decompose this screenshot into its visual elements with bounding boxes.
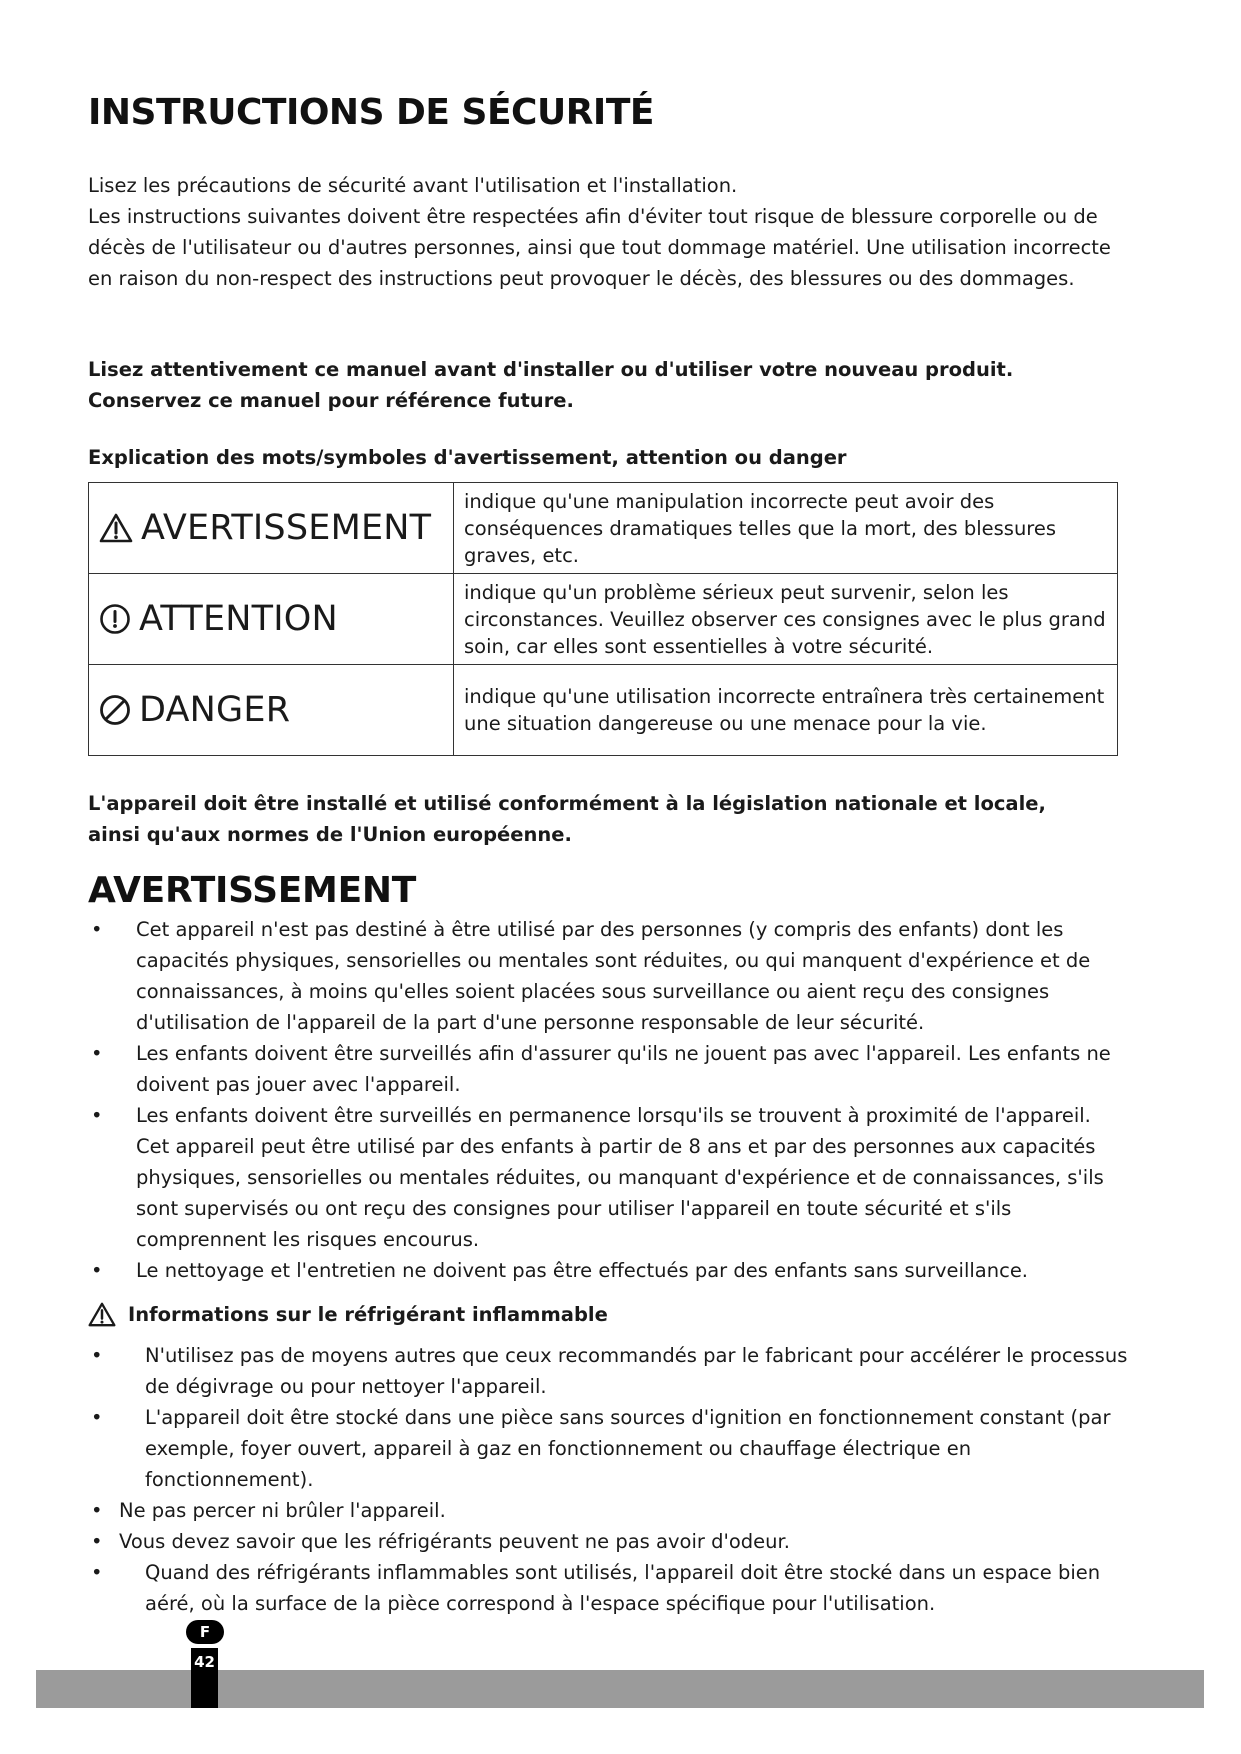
avertissement-label: AVERTISSEMENT [141,508,432,548]
warning-bullet-list [88,914,1128,1286]
page-number: 42 [194,1653,215,1671]
bullet-icon: • [91,1406,103,1429]
page-title: INSTRUCTIONS DE SÉCURITÉ [88,92,654,133]
list-item [88,1557,1128,1619]
bullet-text: Ne pas percer ni brûler l'appareil. [119,1499,446,1522]
list-item [88,1526,1128,1557]
list-item [88,1255,1128,1286]
bullet-text: Le nettoyage et l'entretien ne doivent pas être effectués par des enfants sans surveillance. [136,1259,1029,1282]
bullet-icon: • [91,1259,103,1282]
bullet-text: N'utilisez pas de moyens autres que ceux recommandés par le fabricant pour accélérer le processus de dégivrage ou pour nettoyer l'appareil. [145,1344,1128,1398]
bullet-icon: • [91,1499,103,1522]
table-row [89,483,1118,574]
warning-triangle-icon [99,513,133,543]
bullet-text: Quand des réfrigérants inflammables sont utilisés, l'appareil doit être stocké dans un espace bien aéré, où la surface de la pièce correspond à l'espace spécifique pour l'utilisation. [145,1561,1101,1615]
label-cell [89,483,454,574]
bullet-icon: • [91,918,103,941]
bullet-text: Les enfants doivent être surveillés afin d'assurer qu'ils ne jouent pas avec l'appareil. Les enfants ne doivent pas jouer avec l'appareil. [136,1042,1111,1096]
intro-text [88,170,1118,294]
explanation-heading: Explication des mots/symboles d'avertissement, attention ou danger [88,446,847,469]
refrigerant-bullet-list [88,1340,1128,1619]
warning-triangle-icon [88,1302,116,1327]
legal-note: L'appareil doit être installé et utilisé conformément à la législation nationale et locale, ainsi qu'aux normes de l'Union européenne. [88,792,1046,846]
bullet-text: Vous devez savoir que les réfrigérants peuvent ne pas avoir d'odeur. [119,1530,790,1553]
label-cell [89,665,454,756]
refrigerant-heading-text: Informations sur le réfrigérant inflammable [128,1303,608,1326]
language-badge: F [186,1620,224,1644]
list-item [88,1340,1128,1402]
attention-description: indique qu'un problème sérieux peut survenir, selon les circonstances. Veuillez observer ces consignes avec le plus grand soin, car elles sont essentielles à votre sécurité. [454,574,1118,665]
warning-heading: AVERTISSEMENT [88,870,416,911]
bullet-icon: • [91,1344,103,1367]
list-item [88,1402,1128,1495]
bullet-text: Les enfants doivent être surveillés en permanence lorsqu'ils se trouvent à proximité de l'appareil. Cet appareil peut être utilisé par des enfants à partir de 8 ans et par des personnes aux capacités physiques, sensorielles ou mentales réduites, ou manquant d'expérience et de connaissances, s'ils sont supervisés ou ont reçu des consignes pour utiliser l'appareil en toute sécurité et s'ils comprennent les risques encourus. [136,1104,1104,1251]
bullet-icon: • [91,1530,103,1553]
bullet-text: Cet appareil n'est pas destiné à être utilisé par des personnes (y compris des enfants) dont les capacités physiques, sensorielles ou mentales sont réduites, ou qui manquent d'expérience et de connaissances, à moins qu'elles soient placées sous surveillance ou aient reçu des consignes d'utilisation de l'appareil de la part d'une personne responsable de leur sécurité. [136,918,1091,1034]
refrigerant-heading [88,1302,608,1327]
list-item [88,1495,1128,1526]
list-item [88,1100,1128,1255]
list-item [88,1038,1128,1100]
bullet-icon: • [91,1104,103,1127]
warning-symbols-table [88,482,1118,756]
intro-line-1: Lisez les précautions de sécurité avant l'utilisation et l'installation. [88,174,738,197]
list-item [88,914,1128,1038]
table-row [89,665,1118,756]
bullet-text: L'appareil doit être stocké dans une pièce sans sources d'ignition en fonctionnement constant (par exemple, foyer ouvert, appareil à gaz en fonctionnement ou chauffage électrique en fonctionnement). [145,1406,1111,1491]
bullet-icon: • [91,1042,103,1065]
intro-line-2: Les instructions suivantes doivent être respectées afin d'éviter tout risque de blessure corporelle ou de décès de l'utilisateur ou d'autres personnes, ainsi que tout dommage matériel. Une utilisation incorrecte en raison du non-respect des instructions peut provoquer le décès, des blessures ou des dommages. [88,205,1111,290]
table-row [89,574,1118,665]
bullet-icon: • [91,1561,103,1584]
label-cell [89,574,454,665]
danger-description: indique qu'une utilisation incorrecte entraînera très certainement une situation dangereuse ou une menace pour la vie. [454,665,1118,756]
attention-label: ATTENTION [139,599,338,639]
prohibited-icon [99,694,131,726]
exclamation-circle-icon [99,603,131,635]
read-manual-note: Lisez attentivement ce manuel avant d'installer ou d'utiliser votre nouveau produit. Conservez ce manuel pour référence future. [88,358,1014,412]
danger-label: DANGER [139,690,291,730]
avertissement-description: indique qu'une manipulation incorrecte peut avoir des conséquences dramatiques telles que la mort, des blessures graves, etc. [454,483,1118,574]
